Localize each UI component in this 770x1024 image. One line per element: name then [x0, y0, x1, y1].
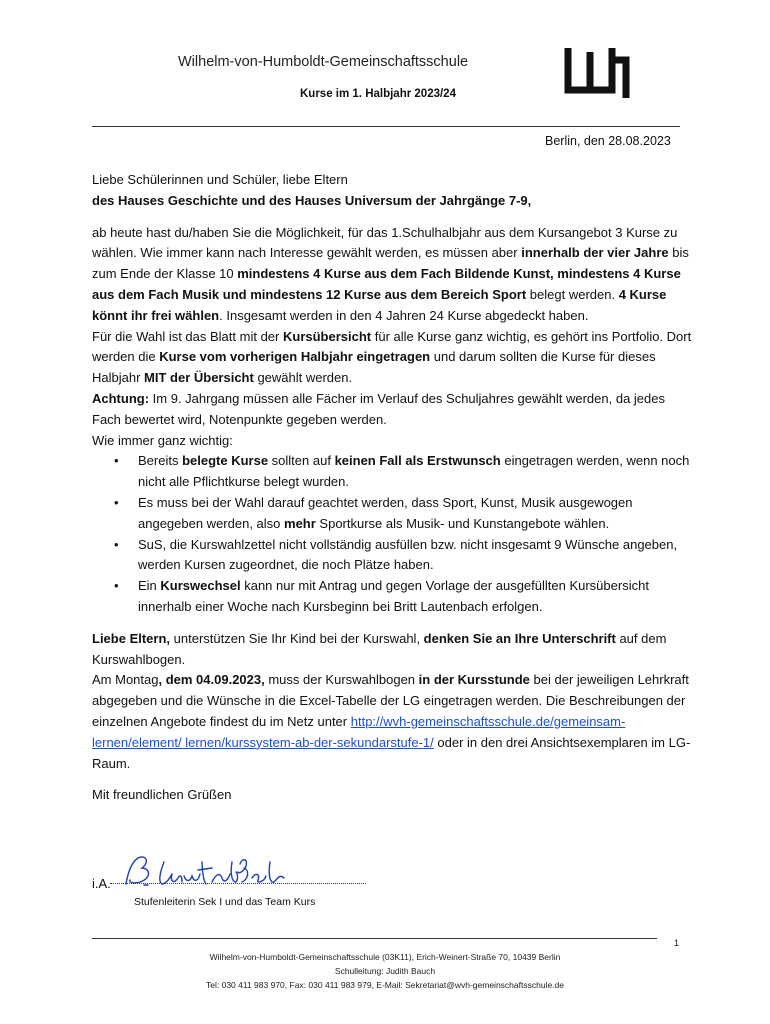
bullet-item: • Es muss bei der Wahl darauf geachtet werden, dass Sport, Kunst, Musik ausgewogen angegeben werden, also mehr Sportkurse als Musik- und Kunstangebote wählen.	[114, 494, 633, 531]
paragraph-deadline: Am Montag, dem 04.09.2023, muss der Kurswahlbogen in der Kursstunde bei der jeweiligen Lehrkraft abgegeben und die Wünsche in die Excel-Tabelle der LG eingetragen werden. Die Beschreibungen der einzelnen Angebote findest du im Netz unter http://wvh-gemeinschaftsschule.de/gemeinsam-lernen/element/ lernen/kurssystem-ab-der-sekundarstufe-1/ oder in den drei Ansichtsexemplaren im LG-Raum.	[92, 672, 691, 771]
footer-divider	[92, 938, 657, 939]
header-divider	[92, 126, 680, 127]
greeting: Liebe Schülerinnen und Schüler, liebe Eltern	[92, 172, 348, 187]
school-name: Wilhelm-von-Humboldt-Gemeinschaftsschule	[178, 54, 469, 70]
letter-subject: Kurse im 1. Halbjahr 2023/24	[300, 88, 456, 100]
paragraph-important: Wie immer ganz wichtig:	[92, 432, 233, 448]
paragraph-course-overview: Für die Wahl ist das Blatt mit der Kursübersicht für alle Kurse ganz wichtig, es gehört ins Portfolio. Dort werden die Kurse vom vorherigen Halbjahr eingetragen und darum sollten die Kurse für dieses Halbjahr MIT der Übersicht gewählt werden.	[92, 328, 692, 386]
bullet-item: • Bereits belegte Kurse sollten auf keinen Fall als Erstwunsch eingetragen werden, wenn noch nicht alle Pflichtkurse belegt wurden.	[114, 453, 690, 490]
course-info-link[interactable]: http://wvh-gemeinschaftsschule.de/gemeinsam-lernen/element/ lernen/kurssystem-ab-der-sekundarstufe-1/	[92, 713, 626, 750]
footer-address: Wilhelm-von-Humboldt-Gemeinschaftsschule (03K11), Erich-Weinert-Straße 70, 10439 Berlin	[209, 952, 561, 962]
audience-line: des Hauses Geschichte und des Hauses Universum der Jahrgänge 7-9,	[92, 192, 532, 208]
date-line: Berlin, den 28.08.2023	[545, 134, 671, 148]
closing: Mit freundlichen Grüßen	[92, 787, 232, 803]
bullet-item: • SuS, die Kurswahlzettel nicht vollständig ausfüllen bzw. nicht insgesamt 9 Wünsche angeben, werden Kursen zugeordnet, die noch Plätze haben.	[114, 536, 678, 573]
signature-role: Stufenleiterin Sek I und das Team Kurs	[134, 896, 316, 908]
footer-contact: Tel: 030 411 983 970, Fax: 030 411 983 979, E-Mail: Sekretariat@wvh-gemeinschaftsschule.de	[206, 980, 564, 990]
bullet-item: • Ein Kurswechsel kann nur mit Antrag und gegen Vorlage der ausgefüllten Kursübersicht innerhalb einer Woche nach Kursbeginn bei Britt Lautenbach erfolgen.	[114, 578, 649, 614]
paragraph-course-requirements: ab heute hast du/haben Sie die Möglichkeit, für das 1.Schulhalbjahr aus dem Kursangebot 3 Kurse zu wählen. Wie immer kann nach Interesse gewählt werden, es müssen aber innerhalb der vier Jahre bis zum Ende der Klasse 10 mindestens 4 Kurse aus dem Fach Bildende Kunst, mindestens 4 Kurse aus dem Fach Musik und mindestens 12 Kurse aus dem Bereich Sport belegt werden. 4 Kurse könnt ihr frei wählen. Insgesamt werden in den 4 Jahren 24 Kurse abgedeckt haben.	[92, 224, 689, 323]
page-number: 1	[674, 938, 680, 948]
handwritten-signature	[120, 852, 350, 892]
letter-body	[92, 170, 692, 806]
signature-prefix: i.A.	[92, 876, 111, 891]
signature-block	[92, 852, 392, 892]
school-logo	[560, 40, 630, 107]
paragraph-parents: Liebe Eltern, unterstützen Sie Ihr Kind bei der Kurswahl, denken Sie an Ihre Unterschrift auf dem Kurswahlbogen.	[92, 630, 667, 667]
paragraph-attention: Achtung: Im 9. Jahrgang müssen alle Fächer im Verlauf des Schuljahres gewählt werden, da jedes Fach bewertet wird, Notenpunkte gegeben werden.	[92, 390, 665, 427]
footer-principal: Schulleitung: Judith Bauch	[334, 966, 436, 976]
important-bullet-list	[92, 451, 692, 617]
